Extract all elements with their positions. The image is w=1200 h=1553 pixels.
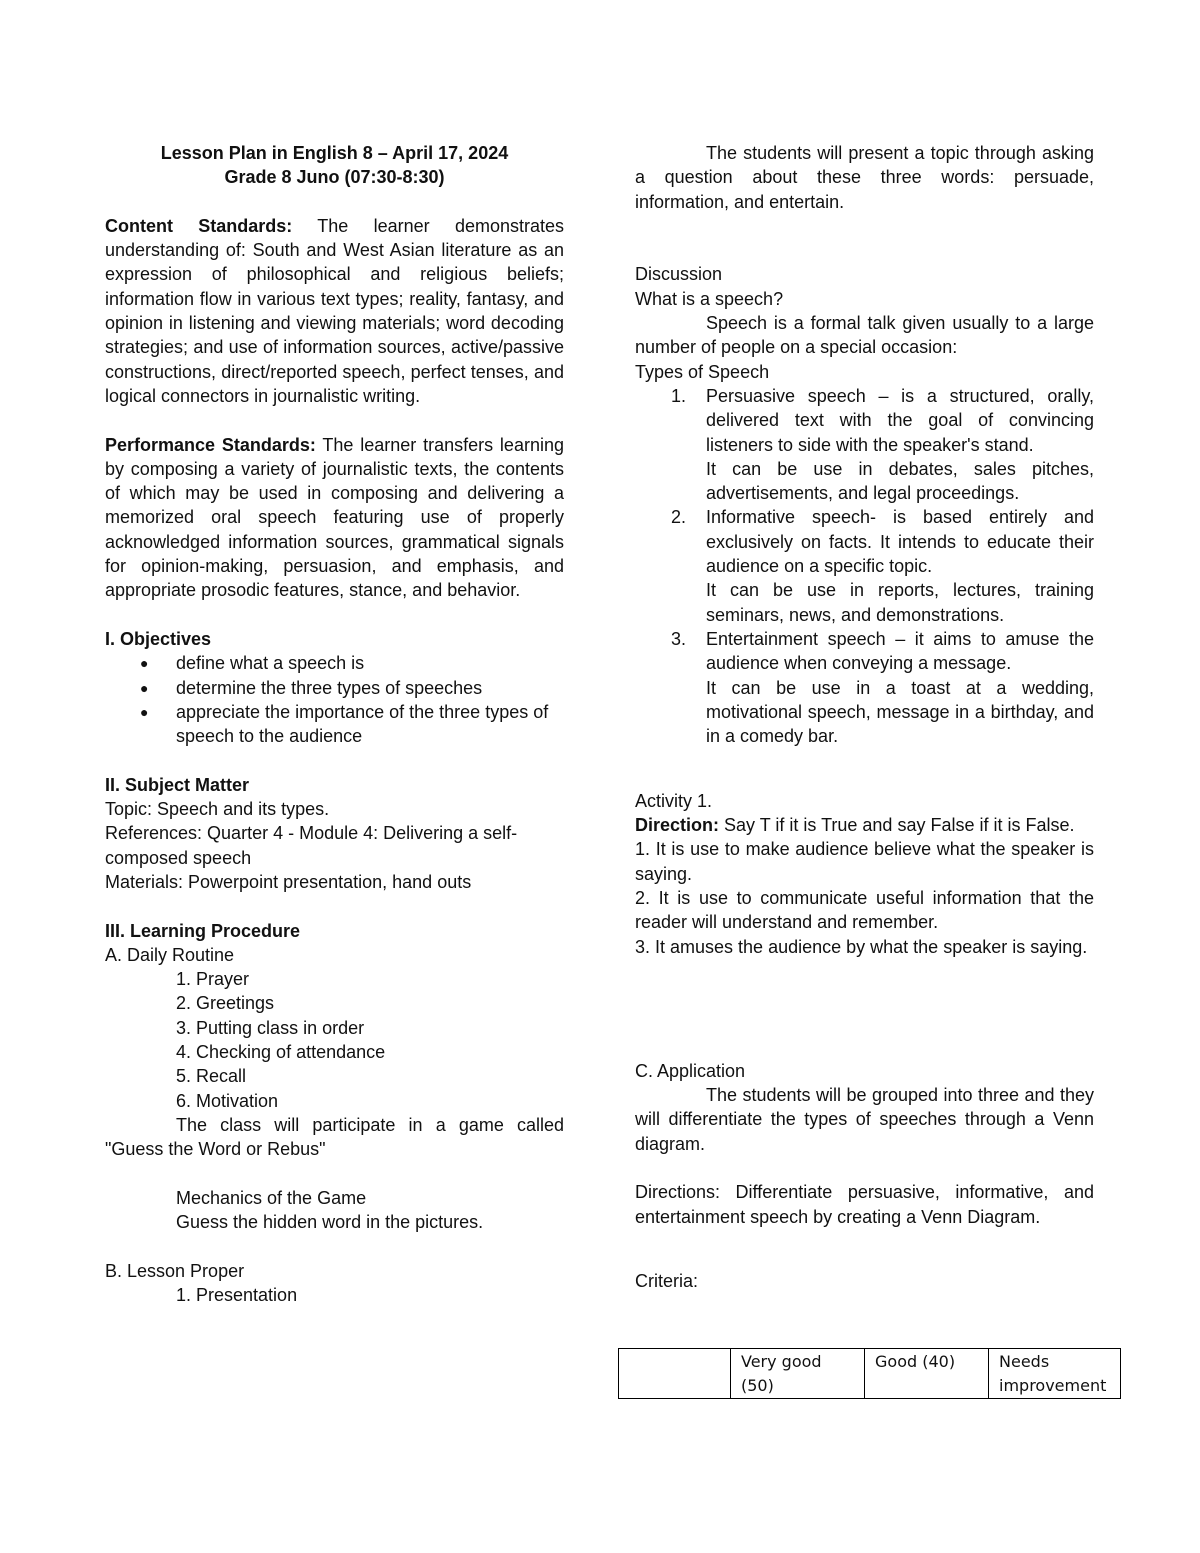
content-standards-text: The learner demonstrates understanding of: South and West Asian literature as an expression of philosophical and religious beliefs; information flow in various text types; reality, fantasy, and opinion in listening and viewing materials; word decoding strategies; and use of information sources, active/passive constructions, direct/reported speech, perfect tenses, and logical connectors in journalistic writing. [105, 215, 564, 406]
table-cell: Good (40) [865, 1349, 989, 1399]
subject-matter-heading: II. Subject Matter [105, 774, 250, 795]
types-heading: Types of Speech [635, 361, 770, 382]
content-standards-label: Content Standards: [105, 215, 293, 236]
subject-materials: Materials: Powerpoint presentation, hand outs [105, 871, 472, 892]
table-cell: Very good (50) [731, 1349, 865, 1399]
presentation-item: 1. Presentation [176, 1284, 298, 1305]
performance-standards [105, 433, 564, 603]
lesson-subtitle: Grade 8 Juno (07:30-8:30) [224, 167, 445, 188]
table-cell: Needs improvement [989, 1349, 1121, 1399]
subject-references: References: Quarter 4 - Module 4: Delivering a self-composed speech [105, 823, 518, 868]
bullet-icon: ● [140, 679, 149, 696]
speech-definition: Speech is a formal talk given usually to a large number of people on a special occasion: [635, 313, 1094, 358]
activity-direction: Direction: Say T if it is True and say False if it is False. [635, 815, 1075, 836]
objective-item: ● define what a speech is [105, 651, 564, 675]
routine-item: 1. Prayer [176, 969, 250, 990]
routine-item: 6. Motivation [176, 1090, 279, 1111]
activity-item: 2. It is use to communicate useful information that the reader will understand and remember. [635, 887, 1094, 933]
discussion-question: What is a speech? [635, 288, 784, 309]
speech-type-item: 1. Persuasive speech – is a structured, orally, delivered text with the goal of convincing listeners to side with the speaker's stand. It can be use in debates, sales pitches, advertisements, and legal proceedings. [671, 385, 1094, 504]
application-directions: Directions: Differentiate persuasive, informative, and entertainment speech by creating a Venn Diagram. [635, 1182, 1094, 1227]
discussion-heading: Discussion [635, 264, 723, 285]
activity-item: 3. It amuses the audience by what the speaker is saying. [635, 936, 1088, 957]
performance-standards-text: The learner transfers learning by composing a variety of journalistic texts, the contents of which may be used in composing and delivering a memorized oral speech featuring use of properly acknowledged information sources, grammatical signals for opinion-making, persuasion, and emphasis, and appropriate prosodic features, stance, and behavior. [105, 434, 564, 601]
activity-item: 1. It is use to make audience believe what the speaker is saying. [635, 839, 1094, 884]
routine-item: 4. Checking of attendance [176, 1041, 386, 1062]
daily-routine-heading: A. Daily Routine [105, 944, 235, 965]
procedure-heading: III. Learning Procedure [105, 920, 301, 941]
mechanics-heading: Mechanics of the Game [176, 1187, 367, 1208]
application-heading: C. Application [635, 1060, 746, 1081]
activity-heading: Activity 1. [635, 790, 713, 811]
lesson-title: Lesson Plan in English 8 – April 17, 2024 [160, 143, 509, 163]
mechanics-text: Guess the hidden word in the pictures. [176, 1212, 484, 1233]
table-row [619, 1349, 1121, 1399]
objectives-heading: I. Objectives [105, 628, 212, 649]
criteria-table [618, 1348, 1121, 1399]
criteria-label: Criteria: [635, 1271, 699, 1292]
speech-type-item: 2. Informative speech- is based entirely and exclusively on facts. It intends to educate their audience on a specific topic. It can be use in reports, lectures, training seminars, news, and demonstrations. [671, 507, 1094, 625]
speech-type-item: 3. Entertainment speech – it aims to amuse the audience when conveying a message. It can be use in a toast at a wedding, motivational speech, message in a birthday, and in a comedy bar. [671, 628, 1094, 747]
application-text: The students will be grouped into three and they will differentiate the types of speeches through a Venn diagram. [635, 1085, 1094, 1154]
routine-item: 2. Greetings [176, 993, 275, 1014]
table-cell [619, 1349, 731, 1399]
motivation-text: The class will participate in a game called "Guess the Word or Rebus" [105, 1114, 564, 1160]
objective-item: ● determine the three types of speeches [105, 676, 564, 700]
bullet-icon: ● [140, 655, 149, 672]
subject-topic: Topic: Speech and its types. [105, 799, 330, 820]
content-standards [105, 214, 564, 408]
objective-item: ● appreciate the importance of the three types of speech to the audience [140, 701, 549, 747]
performance-standards-label: Performance Standards: [105, 434, 316, 455]
routine-item: 3. Putting class in order [176, 1017, 365, 1038]
routine-item: 5. Recall [176, 1066, 247, 1087]
left-column [105, 141, 564, 1307]
lesson-proper-heading: B. Lesson Proper [105, 1260, 245, 1281]
right-column [635, 141, 1094, 1293]
bullet-icon: ● [140, 703, 149, 720]
presentation-text: The students will present a topic through asking a question about these three words: persuade, information, and entertain. [635, 143, 1094, 212]
